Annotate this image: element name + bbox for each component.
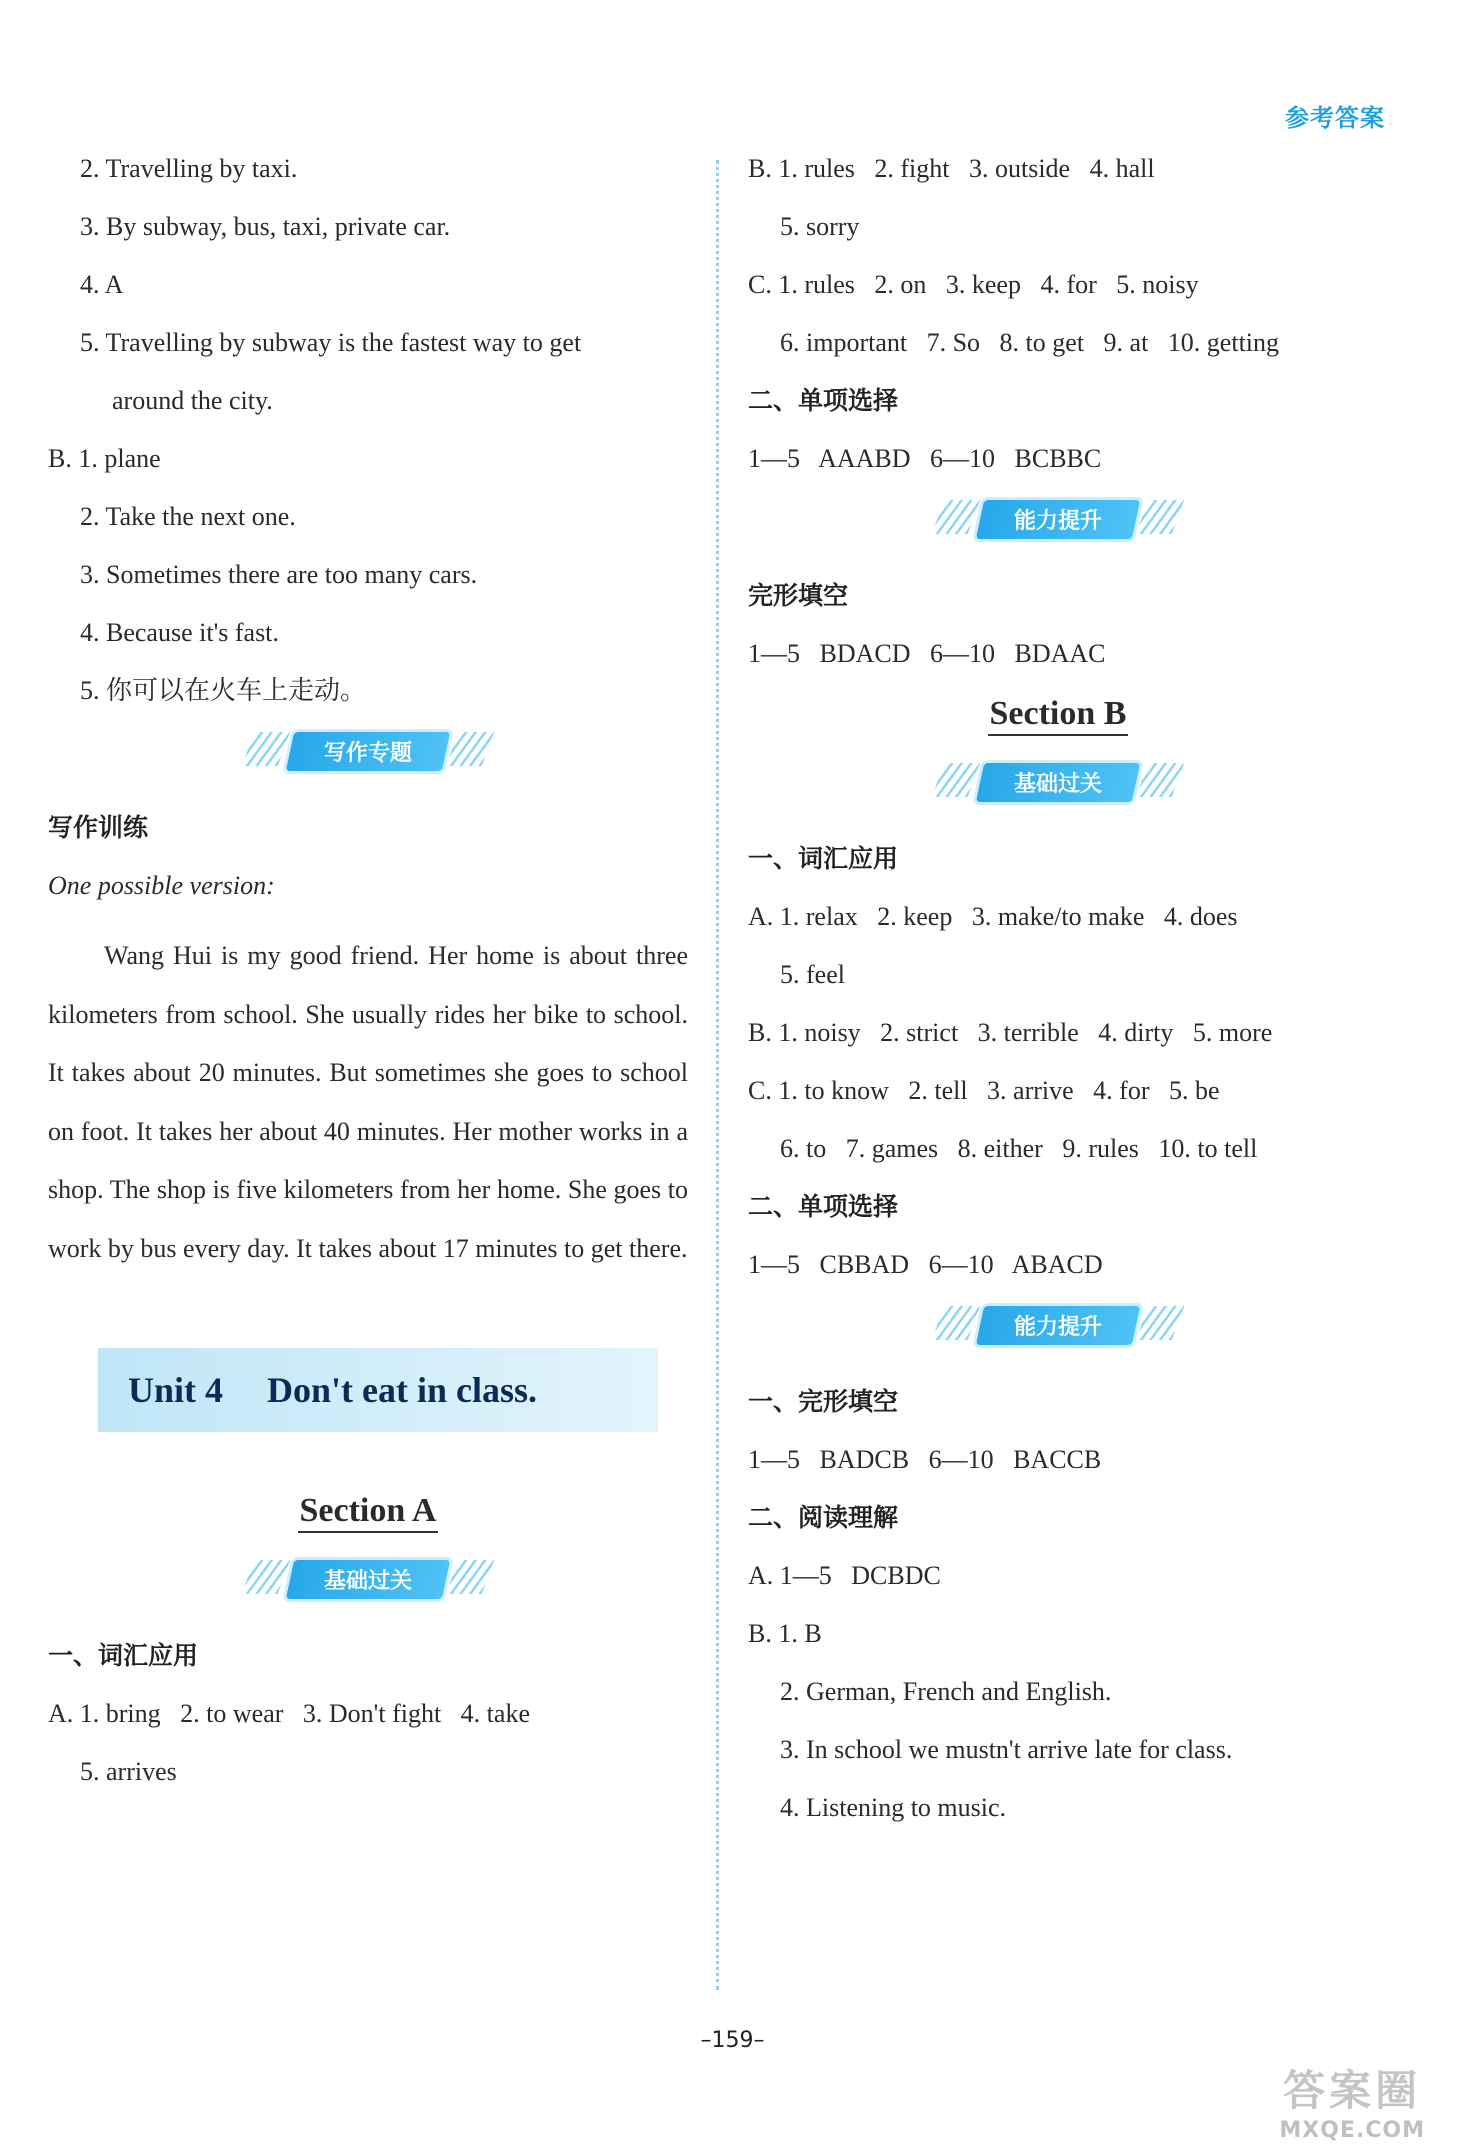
answer-line: 1—5 BDACD 6—10 BDAAC (748, 639, 1106, 668)
banner-label: 基础过关 (286, 1560, 450, 1599)
banner-label: 基础过关 (976, 763, 1140, 802)
answer-line: 3. Sometimes there are too many cars. (80, 560, 478, 589)
answer-line: B. 1. noisy 2. strict 3. terrible 4. dirty 5. more (748, 1018, 1273, 1047)
decor-slash (932, 763, 980, 797)
answer-line: 4. Because it's fast. (80, 618, 279, 647)
banner-label: 能力提升 (976, 1306, 1140, 1345)
vocab-heading: 一、词汇应用 (748, 844, 899, 873)
page-header: 参考答案 (1285, 104, 1385, 132)
answer-line: 6. important 7. So 8. to get 9. at 10. getting (780, 328, 1280, 357)
right-column (748, 152, 1368, 1849)
decor-slash (932, 1306, 980, 1340)
section-b-title: Section B (748, 695, 1368, 733)
answer-line: A. 1—5 DCBDC (748, 1561, 941, 1590)
cloze-heading: 一、完形填空 (748, 1387, 899, 1416)
decor-slash (446, 732, 494, 766)
ability-banner (748, 500, 1368, 539)
decor-slash (1136, 763, 1184, 797)
left-column (48, 152, 688, 1813)
answer-line: 5. Travelling by subway is the fastest way to get (80, 328, 582, 357)
reading-heading: 二、阅读理解 (748, 1503, 899, 1532)
section-a-title: Section A (48, 1492, 688, 1530)
answer-line: 4. Listening to music. (780, 1793, 1007, 1822)
answer-line: 1—5 BADCB 6—10 BACCB (748, 1445, 1102, 1474)
decor-slash (1136, 500, 1184, 534)
answer-line: A. 1. bring 2. to wear 3. Don't fight 4. take (48, 1699, 530, 1728)
essay-text: Wang Hui is my good friend. Her home is about three kilometers from school. She usually rides her bike to school. It takes about 20 minutes. But sometimes she goes to school on foot. It takes her about 40 minutes. Her mother works in a shop. The shop is five kilometers from her home. She goes to work by bus every day. It takes about 17 minutes to get there. (48, 941, 688, 1263)
answer-line: B. 1. B (748, 1619, 822, 1648)
cloze-heading: 完形填空 (748, 581, 849, 610)
answer-line: 3. In school we mustn't arrive late for class. (780, 1735, 1233, 1764)
watermark-url: MXQE.COM (1279, 2118, 1425, 2143)
watermark-logo: 答案圈 (1283, 2066, 1422, 2115)
answer-line: 5. 你可以在火车上走动。 (80, 676, 367, 705)
decor-slash (446, 1560, 494, 1594)
version-label: One possible version: (48, 871, 275, 900)
basic-banner (748, 763, 1368, 802)
vocab-heading: 一、词汇应用 (48, 1641, 199, 1670)
column-divider (716, 160, 719, 1990)
answer-line: 1—5 AAABD 6—10 BCBBC (748, 444, 1102, 473)
choice-heading: 二、单项选择 (748, 386, 899, 415)
answer-line: C. 1. to know 2. tell 3. arrive 4. for 5. be (748, 1076, 1220, 1105)
decor-slash (1136, 1306, 1184, 1340)
writing-heading: 写作训练 (48, 813, 149, 842)
answer-line: 2. Travelling by taxi. (80, 154, 298, 183)
basic-banner (48, 1560, 688, 1599)
answer-line: 5. sorry (780, 212, 860, 241)
banner-label: 能力提升 (976, 500, 1140, 539)
answer-line: B. 1. rules 2. fight 3. outside 4. hall (748, 154, 1155, 183)
unit-title-box (98, 1348, 658, 1432)
answer-line: 1—5 CBBAD 6—10 ABACD (748, 1250, 1103, 1279)
watermark (1279, 2058, 1425, 2143)
decor-slash (932, 500, 980, 534)
answer-line: 2. Take the next one. (80, 502, 296, 531)
answer-line: 6. to 7. games 8. either 9. rules 10. to tell (780, 1134, 1258, 1163)
answer-line: 2. German, French and English. (780, 1677, 1112, 1706)
answer-line: 3. By subway, bus, taxi, private car. (80, 212, 451, 241)
answer-line: C. 1. rules 2. on 3. keep 4. for 5. noisy (748, 270, 1199, 299)
ability-banner (748, 1306, 1368, 1345)
decor-slash (242, 732, 290, 766)
answer-line: 5. arrives (80, 1757, 177, 1786)
answer-line: 5. feel (780, 960, 845, 989)
page-number: –159– (700, 2028, 765, 2053)
answer-line: 4. A (80, 270, 124, 299)
unit-title: Don't eat in class. (267, 1370, 538, 1410)
unit-number: Unit 4 (128, 1370, 224, 1410)
choice-heading: 二、单项选择 (748, 1192, 899, 1221)
decor-slash (242, 1560, 290, 1594)
writing-banner (48, 732, 688, 771)
answer-line: B. 1. plane (48, 444, 161, 473)
banner-label: 写作专题 (286, 732, 450, 771)
answer-line: A. 1. relax 2. keep 3. make/to make 4. does (748, 902, 1238, 931)
answer-line: around the city. (112, 386, 273, 415)
